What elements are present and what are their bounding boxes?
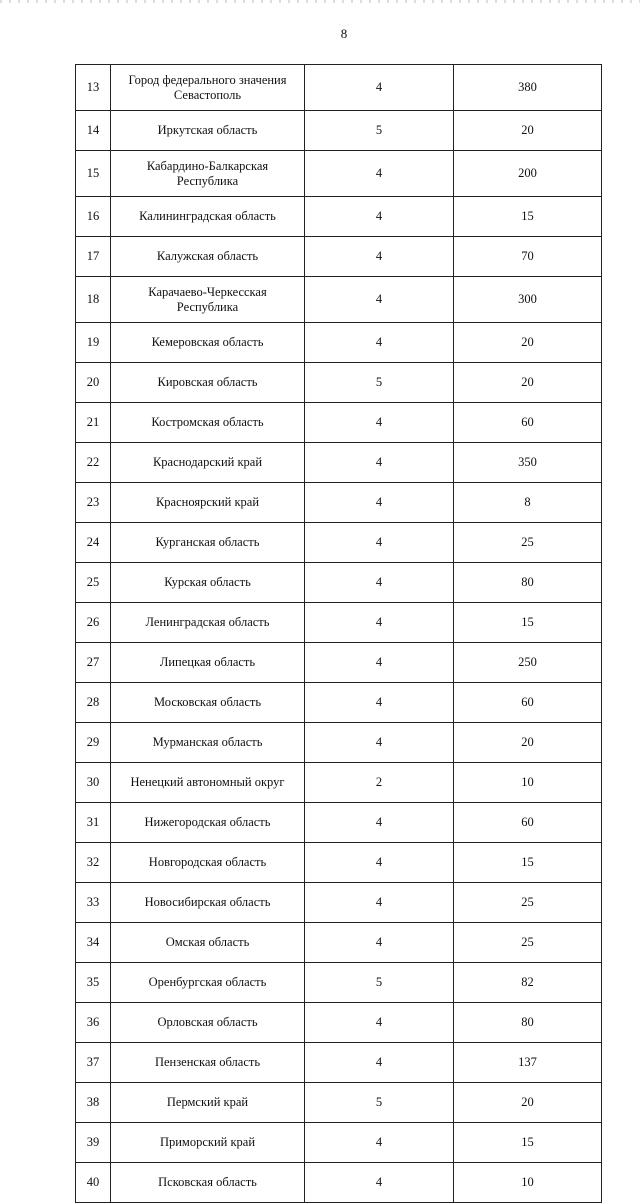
region-name [111,883,305,923]
region-name-line: Карачаево-Черкесская [148,284,267,299]
row-number: 25 [76,563,111,603]
value-column-2: 20 [454,1083,602,1123]
table-row [76,843,602,883]
value-column-2: 10 [454,1163,602,1203]
table-row [76,1123,602,1163]
region-name [111,483,305,523]
region-name-line: Новгородская область [148,855,267,869]
region-name-line: Город федерального значения [128,72,287,87]
row-number: 38 [76,1083,111,1123]
value-column-1: 4 [305,1043,454,1083]
value-column-1: 4 [305,883,454,923]
region-name [111,923,305,963]
table-row [76,65,602,111]
value-column-2: 10 [454,763,602,803]
region-name [111,563,305,603]
table-row [76,1083,602,1123]
table-row [76,1163,602,1203]
row-number: 17 [76,237,111,277]
value-column-1: 4 [305,443,454,483]
region-name [111,683,305,723]
region-name-line: Курская область [164,575,251,589]
value-column-2: 137 [454,1043,602,1083]
row-number: 24 [76,523,111,563]
region-name-line: Республика [176,173,239,188]
region-name-line: Красноярский край [155,495,260,509]
value-column-2: 20 [454,323,602,363]
table-row [76,563,602,603]
value-column-2: 82 [454,963,602,1003]
region-name [111,603,305,643]
value-column-1: 4 [305,563,454,603]
region-name [111,277,305,323]
region-name [111,723,305,763]
row-number: 18 [76,277,111,323]
value-column-2: 60 [454,403,602,443]
value-column-1: 4 [305,723,454,763]
region-name-line: Пермский край [166,1095,249,1109]
value-column-1: 4 [305,483,454,523]
value-column-2: 350 [454,443,602,483]
value-column-1: 4 [305,277,454,323]
table-row [76,1043,602,1083]
region-name [111,963,305,1003]
region-name-line: Иркутская область [157,123,258,137]
region-name-line: Курганская область [155,535,260,549]
value-column-2: 60 [454,803,602,843]
table-row [76,963,602,1003]
table-row [76,1003,602,1043]
region-name-line: Оренбургская область [148,975,267,989]
value-column-2: 80 [454,1003,602,1043]
region-name [111,1123,305,1163]
region-name [111,403,305,443]
value-column-1: 2 [305,763,454,803]
value-column-1: 4 [305,237,454,277]
region-name-line: Калужская область [156,249,259,263]
region-name-line: Псковская область [158,1175,257,1189]
value-column-2: 70 [454,237,602,277]
value-column-2: 20 [454,723,602,763]
table-row [76,763,602,803]
regions-table-body [76,65,602,1203]
value-column-2: 20 [454,363,602,403]
region-name [111,763,305,803]
value-column-1: 4 [305,403,454,443]
row-number: 27 [76,643,111,683]
scan-artifact-line [0,0,640,3]
region-name [111,643,305,683]
table-row [76,277,602,323]
row-number: 35 [76,963,111,1003]
value-column-1: 4 [305,323,454,363]
table-row [76,923,602,963]
value-column-1: 5 [305,363,454,403]
region-name [111,237,305,277]
region-name [111,1003,305,1043]
table-row [76,803,602,843]
region-name-line: Новосибирская область [144,895,271,909]
row-number: 19 [76,323,111,363]
region-name [111,151,305,197]
region-name [111,443,305,483]
region-name-line: Костромская область [151,415,264,429]
row-number: 15 [76,151,111,197]
region-name-line: Калининградская область [139,209,276,223]
value-column-1: 4 [305,1003,454,1043]
value-column-1: 5 [305,1083,454,1123]
region-name [111,523,305,563]
table-row [76,443,602,483]
region-name-line: Нижегородская область [144,815,271,829]
region-name [111,323,305,363]
row-number: 40 [76,1163,111,1203]
row-number: 14 [76,111,111,151]
table-row [76,523,602,563]
value-column-1: 4 [305,683,454,723]
region-name [111,197,305,237]
value-column-2: 15 [454,197,602,237]
value-column-2: 80 [454,563,602,603]
table-row [76,151,602,197]
table-row [76,723,602,763]
row-number: 22 [76,443,111,483]
value-column-1: 4 [305,523,454,563]
value-column-2: 15 [454,1123,602,1163]
row-number: 21 [76,403,111,443]
row-number: 31 [76,803,111,843]
region-name-line: Кировская область [157,375,258,389]
region-name-line: Краснодарский край [152,455,263,469]
value-column-2: 380 [454,65,602,111]
value-column-1: 4 [305,923,454,963]
region-name [111,111,305,151]
region-name-line: Кабардино-Балкарская [146,158,269,173]
row-number: 37 [76,1043,111,1083]
region-name [111,1163,305,1203]
row-number: 33 [76,883,111,923]
value-column-1: 4 [305,197,454,237]
region-name-line: Ленинградская область [145,615,270,629]
row-number: 30 [76,763,111,803]
value-column-1: 4 [305,1163,454,1203]
region-name [111,363,305,403]
row-number: 32 [76,843,111,883]
table-row [76,363,602,403]
page-number: 8 [340,26,348,41]
row-number: 34 [76,923,111,963]
row-number: 39 [76,1123,111,1163]
table-row [76,483,602,523]
value-column-2: 300 [454,277,602,323]
value-column-1: 4 [305,1123,454,1163]
region-name-line: Кемеровская область [151,335,264,349]
region-name-line: Мурманская область [152,735,263,749]
value-column-2: 15 [454,603,602,643]
region-name-line: Севастополь [173,87,242,102]
region-name [111,843,305,883]
table-row [76,603,602,643]
region-name-line: Липецкая область [159,655,256,669]
row-number: 13 [76,65,111,111]
table-row [76,683,602,723]
region-name-line: Омская область [165,935,250,949]
region-name-line: Орловская область [157,1015,258,1029]
row-number: 16 [76,197,111,237]
value-column-2: 200 [454,151,602,197]
value-column-1: 4 [305,65,454,111]
region-name [111,65,305,111]
row-number: 23 [76,483,111,523]
region-name-line: Ненецкий автономный округ [130,775,285,789]
table-row [76,237,602,277]
value-column-2: 250 [454,643,602,683]
value-column-2: 15 [454,843,602,883]
region-name [111,1043,305,1083]
region-name-line: Московская область [153,695,262,709]
regions-table [75,64,602,1203]
table-row [76,111,602,151]
region-name [111,1083,305,1123]
value-column-1: 5 [305,963,454,1003]
value-column-2: 25 [454,923,602,963]
value-column-2: 60 [454,683,602,723]
value-column-1: 4 [305,843,454,883]
value-column-2: 8 [454,483,602,523]
row-number: 29 [76,723,111,763]
value-column-1: 5 [305,111,454,151]
region-name-line: Пензенская область [154,1055,261,1069]
value-column-2: 25 [454,883,602,923]
table-row [76,643,602,683]
value-column-2: 20 [454,111,602,151]
value-column-2: 25 [454,523,602,563]
region-name-line: Республика [176,299,239,314]
table-row [76,323,602,363]
row-number: 20 [76,363,111,403]
value-column-1: 4 [305,151,454,197]
table-row [76,403,602,443]
row-number: 26 [76,603,111,643]
value-column-1: 4 [305,603,454,643]
region-name-line: Приморский край [159,1135,256,1149]
region-name [111,803,305,843]
value-column-1: 4 [305,643,454,683]
table-row [76,197,602,237]
row-number: 28 [76,683,111,723]
value-column-1: 4 [305,803,454,843]
row-number: 36 [76,1003,111,1043]
table-row [76,883,602,923]
